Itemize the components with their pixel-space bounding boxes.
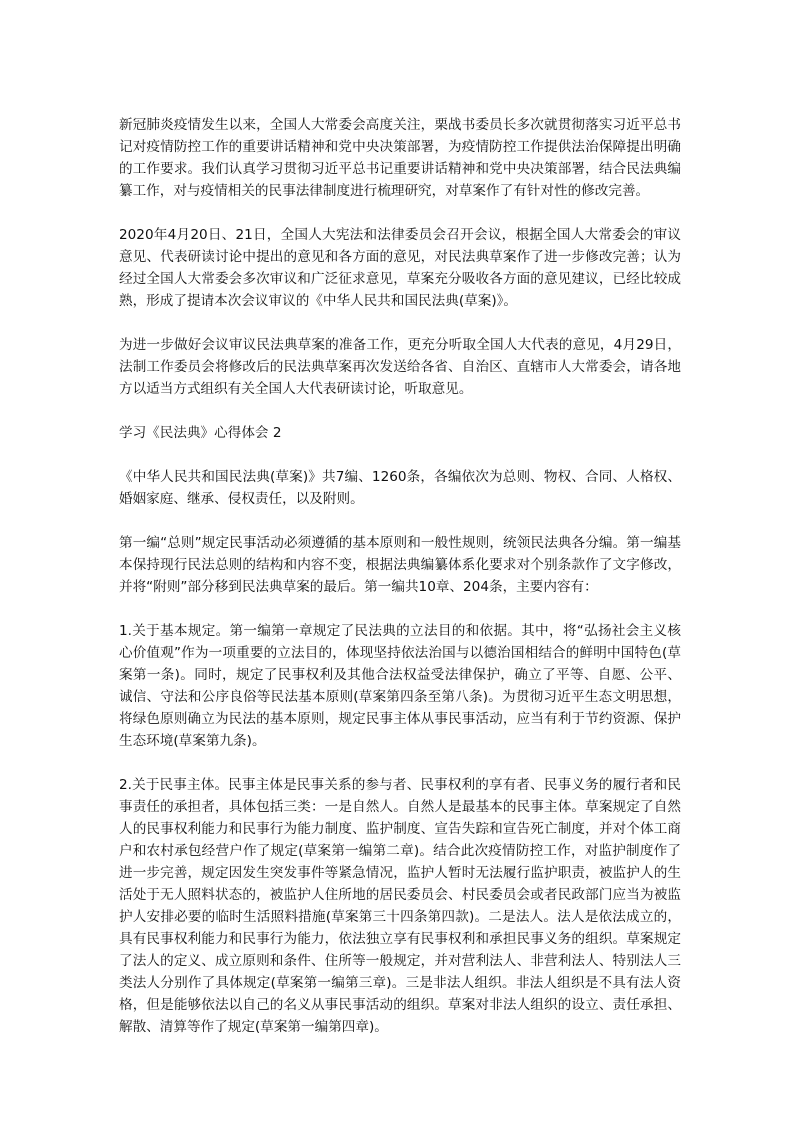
paragraph-4: 《中华人民共和国民法典(草案)》共7编、1260条，各编依次为总则、物权、合同、人格权、婚姻家庭、继承、侵权责任，以及附则。 — [119, 469, 681, 507]
paragraph-1: 新冠肺炎疫情发生以来，全国人大常委会高度关注，栗战书委员长多次就贯彻落实习近平总书记对疫情防控工作的重要讲话精神和党中央决策部署，为疫情防控工作提供法治保障提出明确的工作要求。我们认真学习贯彻习近平总书记重要讲话精神和党中央决策部署，结合民法典编纂工作，对与疫情相关的民事法律制度进行梳理研究，对草案作了有针对性的修改完善。 — [119, 117, 681, 199]
paragraph-3: 为进一步做好会议审议民法典草案的准备工作，更充分听取全国人大代表的意见，4月29日，法制工作委员会将修改后的民法典草案再次发送给各省、自治区、直辖市人大常委会，请各地方以适当方式组织有关全国人大代表研读讨论，听取意见。 — [119, 337, 681, 397]
paragraph-5: 第一编“总则”规定民事活动必须遵循的基本原则和一般性规则，统领民法典各分编。第一编基本保持现行民法总则的结构和内容不变，根据法典编纂体系化要求对个别条款作了文字修改，并将“附则”部分移到民法典草案的最后。第一编共10章、204条，主要内容有： — [119, 535, 681, 595]
section-title: 学习《民法典》心得体会 2 — [119, 425, 282, 441]
document-body — [119, 114, 681, 1060]
paragraph-7: 2.关于民事主体。民事主体是民事关系的参与者、民事权利的享有者、民事义务的履行者和民事责任的承担者，具体包括三类：一是自然人。自然人是最基本的民事主体。草案规定了自然人的民事权利能力和民事行为能力制度、监护制度、宣告失踪和宣告死亡制度，并对个体工商户和农村承包经营户作了规定(草案第一编第二章)。结合此次疫情防控工作，对监护制度作了进一步完善，规定因发生突发事件等紧急情况，监护人暂时无法履行监护职责，被监护人的生活处于无人照料状态的，被监护人住所地的居民委员会、村民委员会或者民政部门应当为被监护人安排必要的临时生活照料措施(草案第三十四条第四款)。二是法人。法人是依法成立的，具有民事权利能力和民事行为能力，依法独立享有民事权利和承担民事义务的组织。草案规定了法人的定义、成立原则和条件、住所等一般规定，并对营利法人、非营利法人、特别法人三类法人分别作了具体规定(草案第一编第三章)。三是非法人组织。非法人组织是不具有法人资格，但是能够依法以自己的名义从事民事活动的组织。草案对非法人组织的设立、责任承担、解散、清算等作了规定(草案第一编第四章)。 — [119, 777, 681, 1035]
paragraph-2: 2020年4月20日、21日，全国人大宪法和法律委员会召开会议，根据全国人大常委会的审议意见、代表研读讨论中提出的意见和各方面的意见，对民法典草案作了进一步修改完善；认为经过全国人大常委会多次审议和广泛征求意见，草案充分吸收各方面的意见建议，已经比较成熟，形成了提请本次会议审议的《中华人民共和国民法典(草案)》。 — [119, 227, 681, 309]
paragraph-6: 1.关于基本规定。第一编第一章规定了民法典的立法目的和依据。其中，将“弘扬社会主义核心价值观”作为一项重要的立法目的，体现坚持依法治国与以德治国相结合的鲜明中国特色(草案第一条)。同时，规定了民事权利及其他合法权益受法律保护，确立了平等、自愿、公平、诚信、守法和公序良俗等民法基本原则(草案第四条至第八条)。为贯彻习近平生态文明思想，将绿色原则确立为民法的基本原则，规定民事主体从事民事活动，应当有利于节约资源、保护生态环境(草案第九条)。 — [119, 623, 681, 749]
